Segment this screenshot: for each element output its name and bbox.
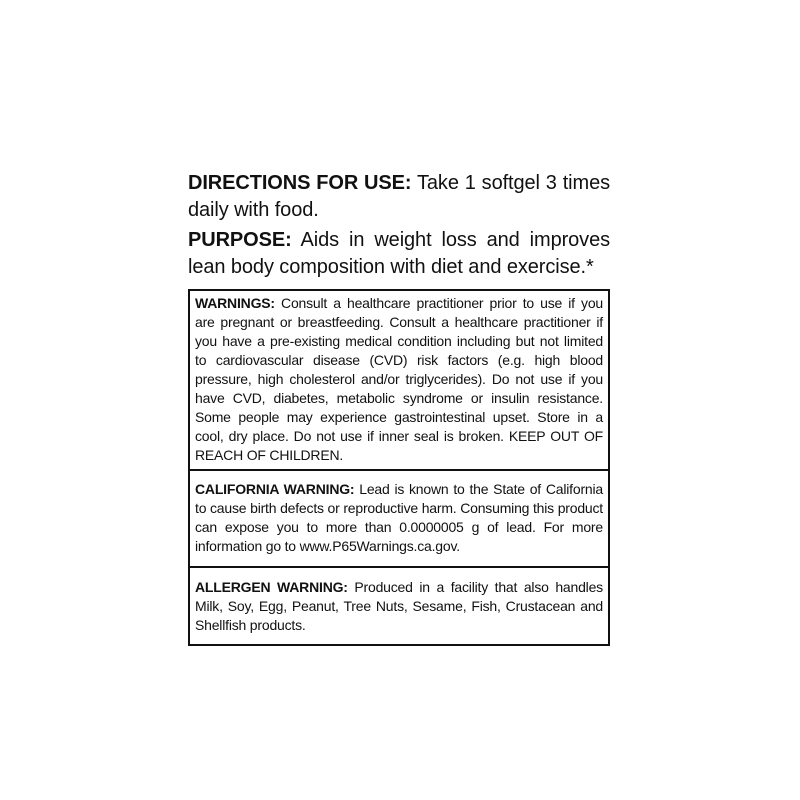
warnings-heading: WARNINGS: [195, 295, 275, 311]
allergen-warning-text: Produced in a facility that also handles Milk, Soy, Egg, Peanut, Tree Nuts, Sesame, Fish, Crustacean and Shellfish products. [195, 579, 603, 633]
allergen-warning-heading: ALLERGEN WARNING: [195, 579, 348, 595]
purpose-paragraph [188, 227, 610, 281]
directions-text: Take 1 softgel 3 times daily with food. [188, 172, 610, 221]
warnings-section [190, 291, 608, 469]
directions-heading: DIRECTIONS FOR USE: [188, 172, 412, 194]
warnings-box [188, 289, 610, 646]
directions-paragraph [188, 170, 610, 224]
purpose-heading: PURPOSE: [188, 229, 292, 251]
california-warning-heading: CALIFORNIA WARNING: [195, 481, 355, 497]
supplement-label-panel [188, 170, 610, 646]
warnings-text: Consult a healthcare practitioner prior to use if you are pregnant or breastfeeding. Consult a healthcare practitioner if you have a pre-existing medical condition including but not limited to cardiovascular disease (CVD) risk factors (e.g. high blood pressure, high cholesterol and/or triglycerides). Do not use if you have CVD, diabetes, metabolic syndrome or insulin resistance. Some people may experience gastrointestinal upset. Store in a cool, dry place. Do not use if inner seal is broken. KEEP OUT OF REACH OF CHILDREN. [195, 295, 603, 463]
california-warning-section [190, 469, 608, 566]
california-warning-text: Lead is known to the State of California to cause birth defects or reproductive harm. Consuming this product can expose you to more than 0.0000005 g of lead. For more information go to www.P65Warnings.ca.gov. [195, 481, 603, 554]
allergen-warning-section [190, 566, 608, 644]
purpose-text: Aids in weight loss and improves lean body composition with diet and exercise.* [188, 229, 610, 278]
